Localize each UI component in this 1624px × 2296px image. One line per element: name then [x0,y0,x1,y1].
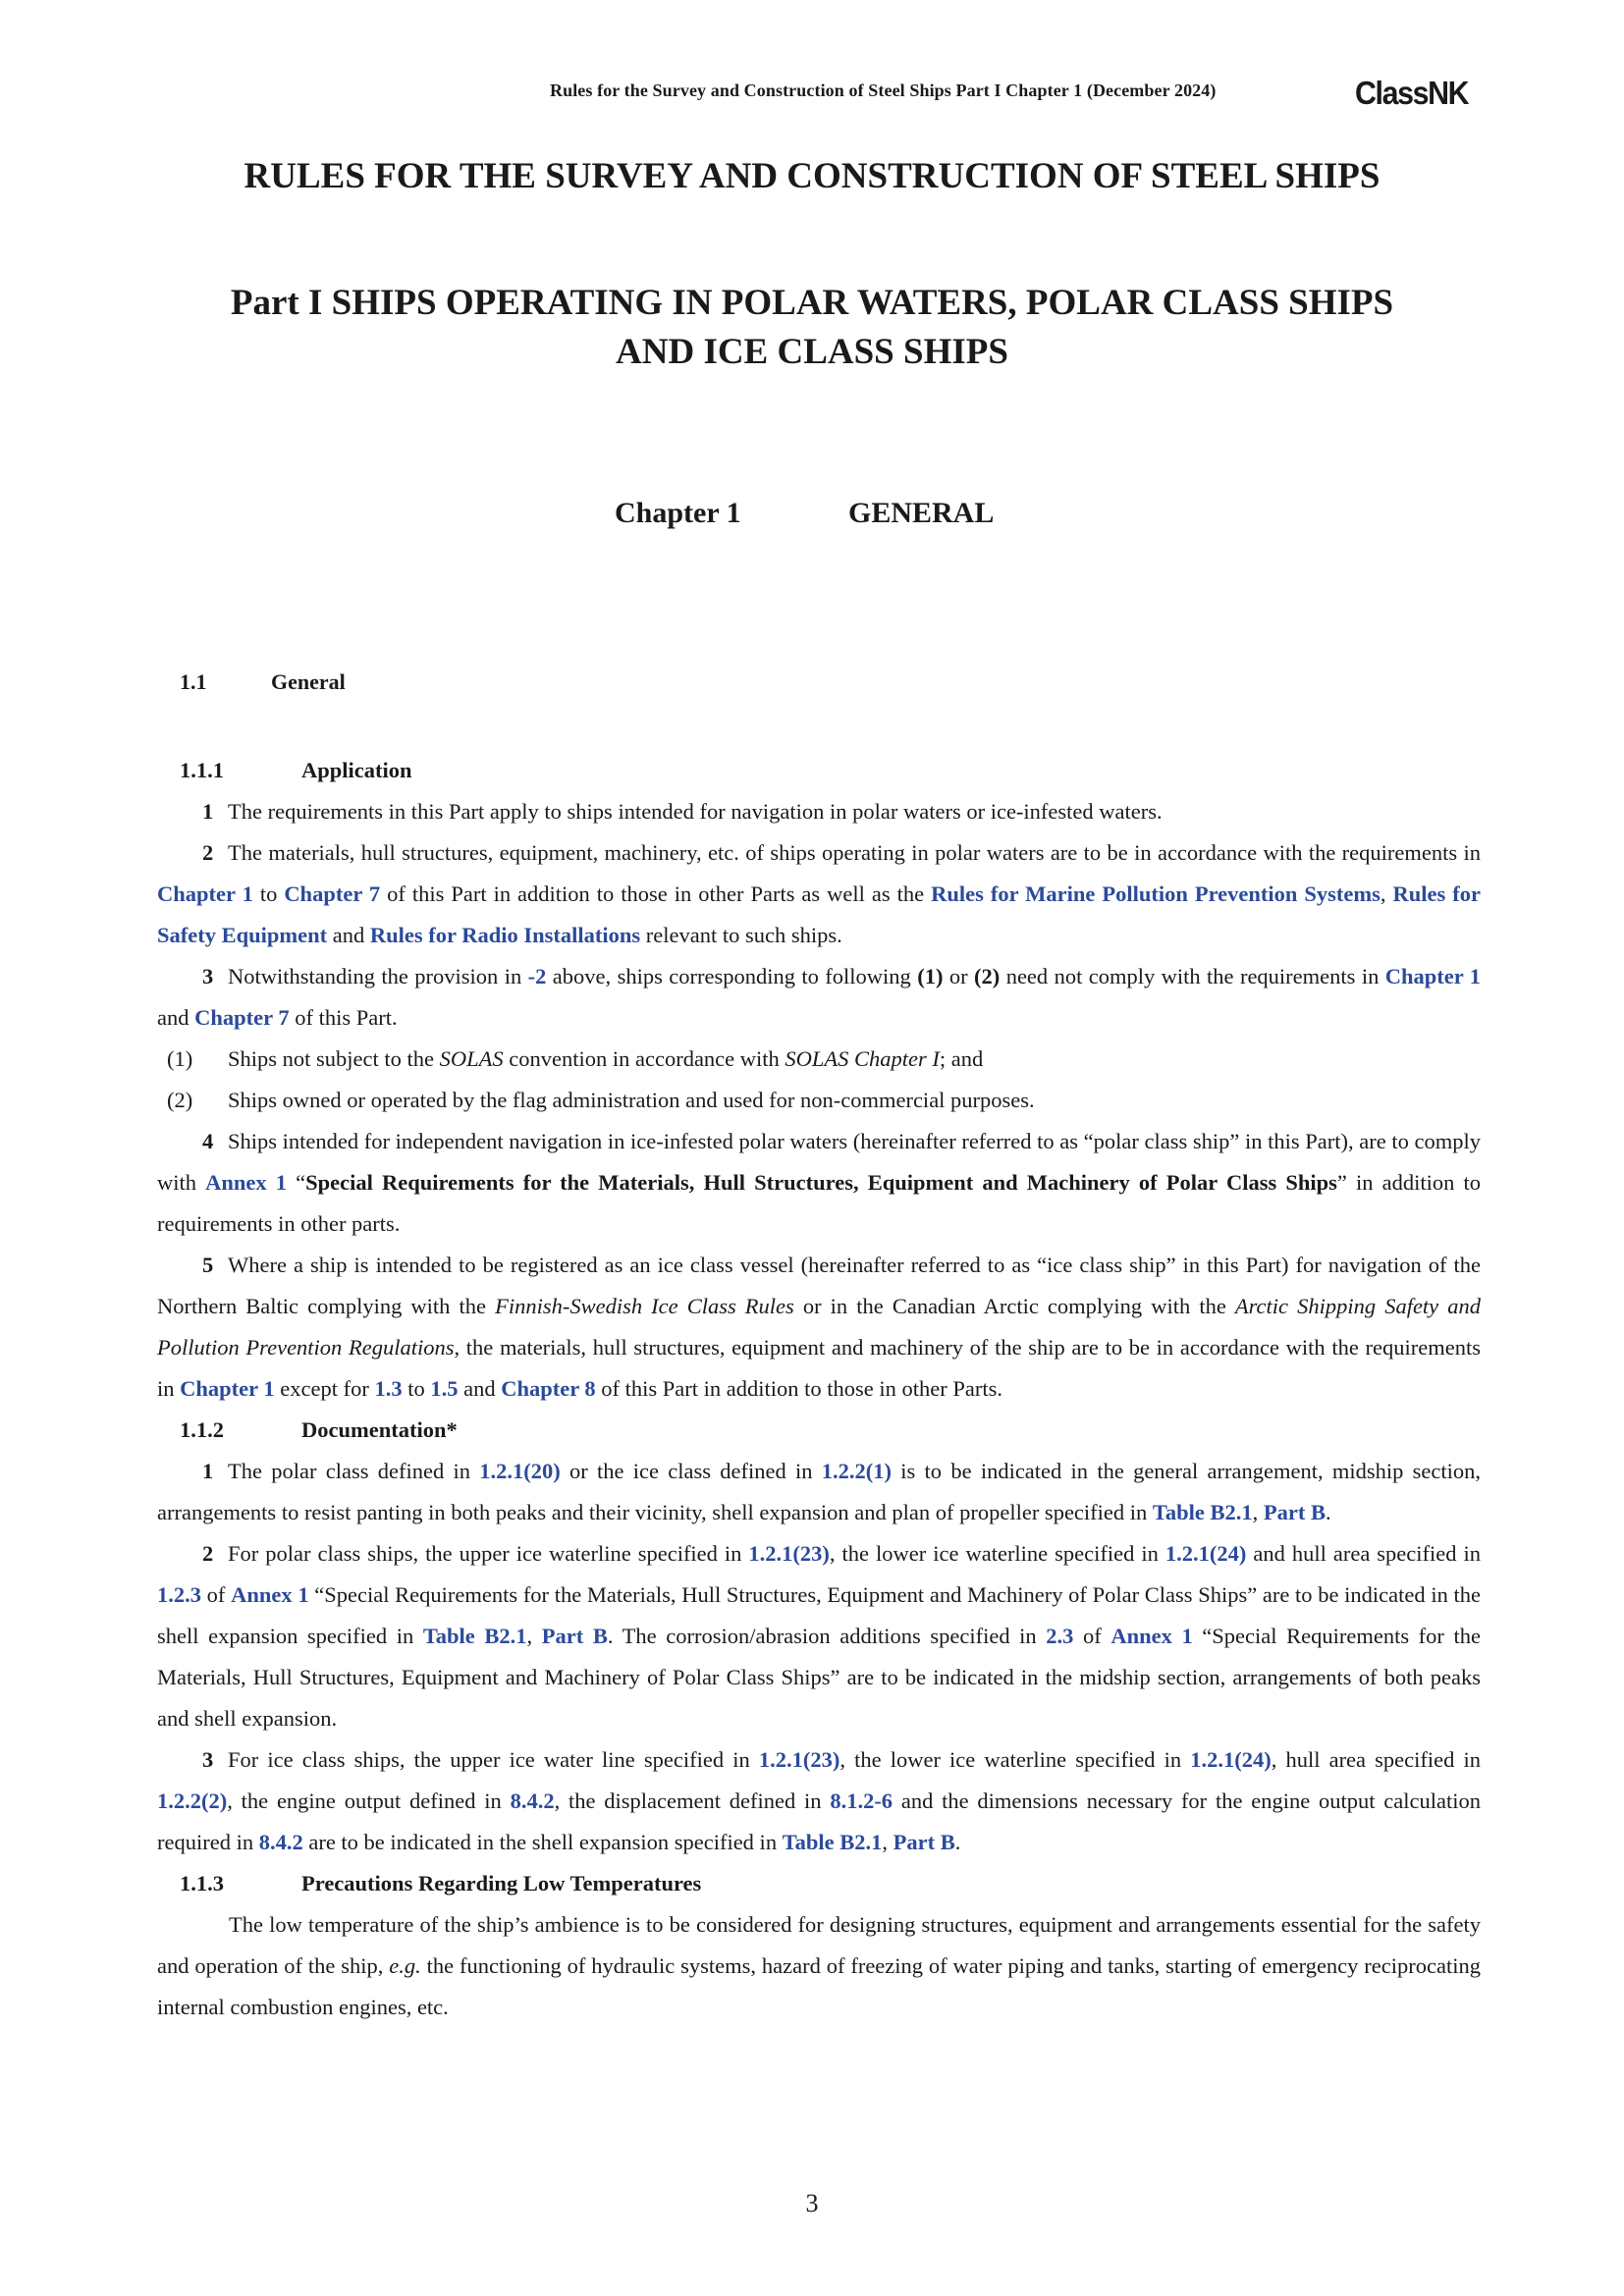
subsection-heading-1-1-3 [157,1863,1481,1904]
text: , the displacement defined in [554,1789,831,1813]
paragraph-1-1-1-1 [157,791,1481,832]
link-chapter-1[interactable]: Chapter 1 [180,1376,275,1401]
paragraph-1-1-1-4 [157,1121,1481,1245]
text: Ships intended for independent navigation in ice-infested polar waters (hereinafter referred to as “polar class ship” in this Part), are to comply with [157,1129,1481,1195]
text: convention in accordance with [503,1046,785,1071]
paragraph-number: 2 [202,840,214,865]
link-8-4-2[interactable]: 8.4.2 [510,1789,555,1813]
text: is to be indicated in the general arrangement, midship section, arrangements to resist panting in both peaks and their vicinity, shell expansion and plan of propeller specified in [157,1459,1481,1524]
text: above, ships corresponding to following [546,964,918,988]
text: , the lower ice waterline specified in [839,1747,1191,1772]
link-1-2-1-23[interactable]: 1.2.1(23) [758,1747,840,1772]
text: , hull area specified in [1271,1747,1481,1772]
link-1-2-1-20[interactable]: 1.2.1(20) [479,1459,561,1483]
subsection-number: 1.1.2 [180,1417,224,1442]
link-1-2-2-1[interactable]: 1.2.2(1) [821,1459,893,1483]
document-title: RULES FOR THE SURVEY AND CONSTRUCTION OF STEEL SHIPS [244,156,1380,196]
text: The polar class defined in [228,1459,480,1483]
text: ; and [939,1046,984,1071]
text: Ships not subject to the [228,1046,440,1071]
link-1-2-2-2[interactable]: 1.2.2(2) [157,1789,228,1813]
link-part-b[interactable]: Part B [541,1624,608,1648]
subsection-title: Documentation* [301,1417,458,1442]
part-title [0,279,1624,377]
bold-title: Special Requirements for the Materials, Hull Structures, Equipment and Machinery of Polar Class Ships [305,1170,1337,1195]
text: , the lower ice waterline specified in [829,1541,1165,1566]
page-number: 3 [805,2189,819,2217]
text: Ships owned or operated by the flag administration and used for non-commercial purposes. [228,1088,1035,1112]
text: “Special Requirements for the Materials, Hull Structures, Equipment and Machinery of Polar Class Ships” are to be indicated in the midship section, arrangements of both peaks and shell expansion. [157,1624,1481,1731]
link-chapter-8[interactable]: Chapter 8 [501,1376,596,1401]
chapter-title: GENERAL [848,497,995,529]
link-2-3[interactable]: 2.3 [1046,1624,1074,1648]
link-chapter-1[interactable]: Chapter 1 [157,881,253,906]
running-header: Rules for the Survey and Construction of Steel Ships Part I Chapter 1 (December 2024) [550,80,1217,100]
link-1-2-1-24[interactable]: 1.2.1(24) [1190,1747,1272,1772]
document-body [157,750,1481,2028]
section-number: 1.1 [180,669,207,694]
text: of [1073,1624,1111,1648]
chapter-heading [615,497,995,530]
paragraph-number: 2 [202,1541,214,1566]
text: “Special Requirements for the Materials, Hull Structures, Equipment and Machinery of Polar Class Ships” are to be indicated in the shell expansion specified in [157,1582,1481,1648]
link-annex-1[interactable]: Annex 1 [1110,1624,1193,1648]
italic-text: e.g. [389,1953,421,1978]
paragraph-1-1-3 [157,1904,1481,2028]
text: . The corrosion/abrasion additions specified in [607,1624,1047,1648]
text: or [943,964,975,988]
text: and [327,923,370,947]
list-item-2 [157,1080,1481,1121]
paragraph-1-1-1-2 [157,832,1481,956]
text: to [402,1376,431,1401]
text: of this Part in addition to those in other Parts. [595,1376,1003,1401]
part-title-line1: Part I SHIPS OPERATING IN POLAR WATERS, POLAR CLASS SHIPS [230,283,1394,323]
text: need not comply with the requirements in [1000,964,1385,988]
text: of this Part. [289,1005,398,1030]
link-rules-radio-installations[interactable]: Rules for Radio Installations [369,923,641,947]
link-rules-marine-pollution[interactable]: Rules for Marine Pollution Prevention Systems [931,881,1380,906]
italic-text: Finnish-Swedish Ice Class Rules [495,1294,794,1318]
italic-text: SOLAS Chapter I [785,1046,940,1071]
link-table-b2-1[interactable]: Table B2.1 [1152,1500,1253,1524]
item-number: (1) [167,1046,193,1071]
text: For polar class ships, the upper ice waterline specified in [228,1541,749,1566]
text: or the ice class defined in [560,1459,822,1483]
text: and [157,1005,195,1030]
paragraph-number: 1 [202,1459,214,1483]
link-part-b[interactable]: Part B [893,1830,955,1854]
paragraph-text: The requirements in this Part apply to ships intended for navigation in polar waters or ice-infested waters. [228,799,1163,824]
link-table-b2-1[interactable]: Table B2.1 [782,1830,883,1854]
subsection-title: Application [301,758,412,782]
list-item-1 [157,1039,1481,1080]
link-part-b[interactable]: Part B [1263,1500,1326,1524]
link-chapter-1[interactable]: Chapter 1 [1384,964,1481,988]
paragraph-1-1-2-3 [157,1739,1481,1863]
text: of [201,1582,232,1607]
paragraph-number: 5 [202,1253,214,1277]
text: The low temperature of the ship’s ambience is to be considered for designing structures, equipment and arrangements essential for the safety and operation of the ship, [157,1912,1481,1978]
part-title-line2: AND ICE CLASS SHIPS [616,332,1008,372]
subsection-heading-1-1-1 [157,750,1481,791]
text: For ice class ships, the upper ice water line specified in [228,1747,759,1772]
link-1-2-1-24[interactable]: 1.2.1(24) [1164,1541,1247,1566]
link-1-5[interactable]: 1.5 [430,1376,459,1401]
text: of this Part in addition to those in other Parts as well as the [380,881,932,906]
text: , [526,1624,542,1648]
link-1-2-1-23[interactable]: 1.2.1(23) [748,1541,830,1566]
paragraph-1-1-1-5 [157,1245,1481,1410]
text: and [458,1376,502,1401]
text: . [1325,1500,1331,1524]
link-minus-2[interactable]: -2 [527,964,547,988]
italic-text: SOLAS [439,1046,504,1071]
subsection-heading-1-1-2 [157,1410,1481,1451]
subsection-number: 1.1.1 [180,758,224,782]
link-table-b2-1[interactable]: Table B2.1 [422,1624,527,1648]
text: The materials, hull structures, equipment, machinery, etc. of ships operating in polar waters are to be in accordance with the requirements in [228,840,1481,865]
text: , the engine output defined in [227,1789,511,1813]
paragraph-1-1-2-1 [157,1451,1481,1533]
item-number: (2) [167,1088,193,1112]
italic-text: Arctic Shipping Safety and Pollution Prevention Regulations [157,1294,1481,1360]
paragraph-number: 4 [202,1129,214,1153]
text: and the dimensions necessary for the engine output calculation required in [157,1789,1482,1854]
section-heading [180,669,346,695]
text: , [1252,1500,1264,1524]
chapter-number: Chapter 1 [615,497,741,529]
subsection-number: 1.1.3 [180,1871,224,1896]
link-annex-1[interactable]: Annex 1 [231,1582,309,1607]
text: the functioning of hydraulic systems, hazard of freezing of water piping and tanks, starting of emergency reciprocating internal combustion engines, etc. [157,1953,1481,2019]
paragraph-1-1-1-3 [157,956,1481,1039]
link-chapter-7[interactable]: Chapter 7 [194,1005,290,1030]
text: except for [274,1376,375,1401]
link-1-3[interactable]: 1.3 [374,1376,403,1401]
link-rules-safety-equipment[interactable]: Rules for Safety Equipment [157,881,1481,947]
link-chapter-7[interactable]: Chapter 7 [284,881,381,906]
paragraph-number: 1 [202,799,214,824]
link-1-2-3[interactable]: 1.2.3 [157,1582,201,1607]
link-8-1-2-6[interactable]: 8.1.2-6 [830,1789,893,1813]
paragraph-number: 3 [202,1747,214,1772]
ref-1: (1) [917,964,944,988]
section-title: General [271,669,346,694]
text: “ [287,1170,306,1195]
text: to [252,881,285,906]
text: relevant to such ships. [640,923,842,947]
paragraph-1-1-2-2 [157,1533,1481,1739]
subsection-title: Precautions Regarding Low Temperatures [301,1871,702,1896]
text: ” in addition to requirements in other parts. [157,1170,1481,1236]
paragraph-number: 3 [202,964,214,988]
text: are to be indicated in the shell expansion specified in [302,1830,783,1854]
text: , [1380,881,1393,906]
link-8-4-2[interactable]: 8.4.2 [258,1830,303,1854]
text: , [882,1830,893,1854]
text: Notwithstanding the provision in [228,964,528,988]
classnk-logo: ClassNK [1355,75,1469,111]
ref-2: (2) [974,964,1001,988]
text: and hull area specified in [1246,1541,1482,1566]
text: Where a ship is intended to be registered as an ice class vessel (hereinafter referred to as “ice class ship” in this Part) for navigation of the Northern Baltic complying with the [157,1253,1481,1318]
text: or in the Canadian Arctic complying with the [793,1294,1235,1318]
link-annex-1[interactable]: Annex 1 [205,1170,288,1195]
text: . [954,1830,961,1854]
text: , the materials, hull structures, equipment and machinery of the ship are to be in accordance with the requirements in [157,1335,1481,1401]
